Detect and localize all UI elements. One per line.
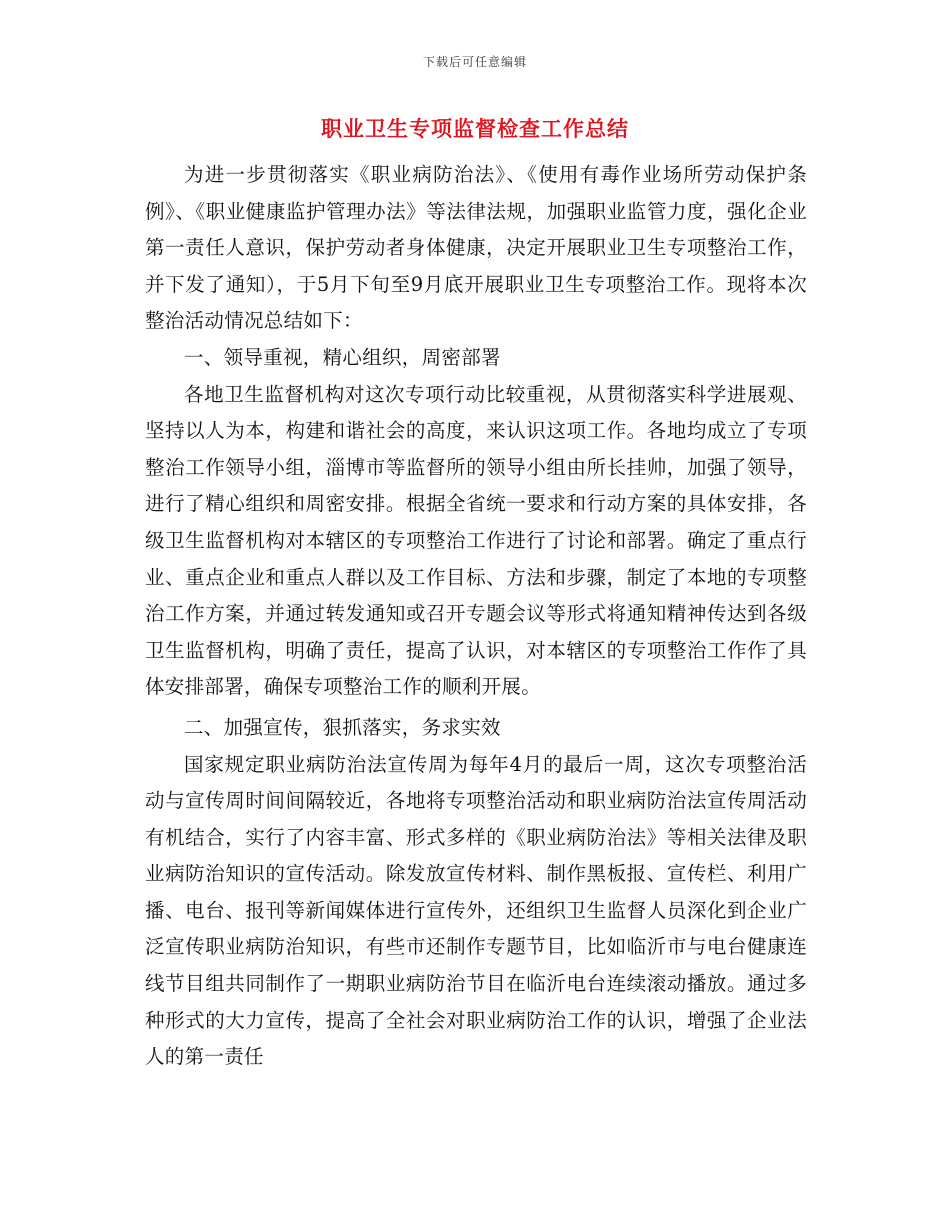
- document-title: 职业卫生专项监督检查工作总结: [321, 116, 629, 141]
- page-header-note: 下载后可任意编辑: [422, 55, 527, 69]
- section-2-heading: 二、加强宣传，狠抓落实，务求实效: [184, 715, 501, 739]
- section-2-paragraph: 国家规定职业病防治法宣传周为每年4月的最后一周，这次专项整治活动与宣传周时间间隔较近，各地将专项整治活动和职业病防治法宣传周活动有机结合，实行了内容丰富、形式多样的《职业病防治法》等相关法律及职业病防治知识的宣传活动。除发放宣传材料、制作黑板报、宣传栏、利用广播、电台、报刊等新闻媒体进行宣传外，还组织卫生监督人员深化到企业广泛宣传职业病防治知识，有些市还制作专题节目，比如临沂市与电台健康连线节目组共同制作了一期职业病防治节目在临沂电台连续滚动播放。通过多种形式的大力宣传，提高了全社会对职业病防治工作的认识，增强了企业法人的第一责任: [145, 752, 807, 1069]
- document-body: [145, 157, 807, 1076]
- intro-paragraph: 为进一步贯彻落实《职业病防治法》、《使用有毒作业场所劳动保护条例》、《职业健康监护管理办法》等法律法规，加强职业监管力度，强化企业第一责任人意识，保护劳动者身体健康，决定开展职业卫生专项整治工作，并下发了通知），于5月下旬至9月底开展职业卫生专项整治工作。现将本次整治活动情况总结如下：: [145, 163, 807, 333]
- section-1-paragraph: 各地卫生监督机构对这次专项行动比较重视，从贯彻落实科学进展观、坚持以人为本，构建和谐社会的高度，来认识这项工作。各地均成立了专项整治工作领导小组，淄博市等监督所的领导小组由所长挂帅，加强了领导，进行了精心组织和周密安排。根据全省统一要求和行动方案的具体安排，各级卫生监督机构对本辖区的专项整治工作进行了讨论和部署。确定了重点行业、重点企业和重点人群以及工作目标、方法和步骤，制定了本地的专项整治工作方案，并通过转发通知或召开专题会议等形式将通知精神传达到各级卫生监督机构，明确了责任，提高了认识，对本辖区的专项整治工作作了具体安排部署，确保专项整治工作的顺利开展。: [145, 382, 807, 699]
- section-1-heading: 一、领导重视，精心组织，周密部署: [184, 345, 501, 369]
